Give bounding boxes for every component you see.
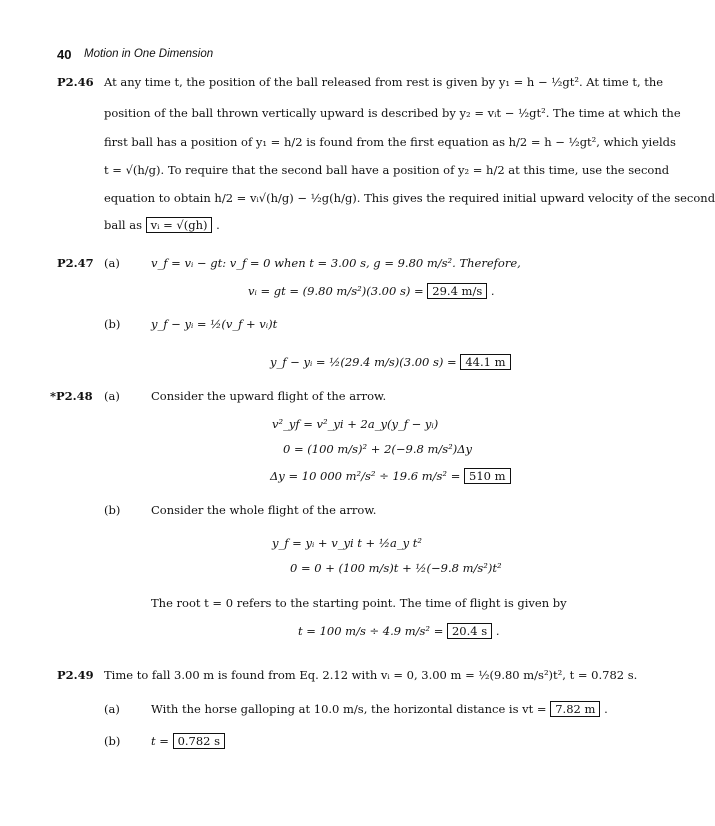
problem-id-p2-48: *P2.48 — [50, 389, 93, 403]
p248-a-eq-3-row — [270, 470, 511, 484]
p246-line-6: ball as vᵢ = √(gh) . — [104, 218, 220, 232]
p246-line-4: t = √(h/g). To require that the second ball have a position of y₂ = h/2 at this time, use the second — [104, 163, 670, 177]
p249-text: Time to fall 3.00 m is found from Eq. 2.12 with vᵢ = 0, 3.00 m = ½(9.80 m/s²)t², t = 0.782 s. — [104, 668, 638, 682]
p249-a-row: With the horse galloping at 10.0 m/s, the horizontal distance is vt = 7.82 m . — [151, 702, 608, 716]
p248-b-equation: t = 100 m/s ÷ 4.9 m/s² = — [298, 624, 444, 638]
p247-b-label: (b) — [104, 317, 121, 331]
p249-b-text: t = — [151, 734, 169, 748]
p247-a-equation: vᵢ = gt = (9.80 m/s²)(3.00 s) = — [248, 284, 424, 298]
p249-b-answer: 0.782 s — [173, 733, 225, 749]
p249-b-row — [151, 735, 225, 749]
p248-b-answer: 20.4 s — [447, 623, 492, 639]
p247-b-equation-row — [270, 356, 511, 370]
p249-a-label: (a) — [104, 702, 120, 716]
page-number: 40 — [57, 47, 72, 62]
p247-a-label: (a) — [104, 256, 120, 270]
p247-b-text: y_f − yᵢ = ½(v_f + vᵢ)t — [151, 317, 278, 331]
p246-line-1: At any time t, the position of the ball released from rest is given by y₁ = h − ½gt². At time t, the — [104, 75, 664, 89]
p246-line-5: equation to obtain h/2 = vᵢ√(h/g) − ½g(h/g). This gives the required initial upward velocity of the second — [104, 191, 715, 205]
p247-a-equation-row: vᵢ = gt = (9.80 m/s²)(3.00 s) = 29.4 m/s . — [248, 284, 495, 298]
p247-b-equation: y_f − yᵢ = ½(29.4 m/s)(3.00 s) = — [270, 355, 457, 369]
p248-a-label: (a) — [104, 389, 120, 403]
p247-a-answer: 29.4 m/s — [427, 283, 487, 299]
p248-b-note: The root t = 0 refers to the starting point. The time of flight is given by — [151, 596, 567, 610]
p246-line-2: position of the ball thrown vertically upward is described by y₂ = vᵢt − ½gt². The time at which the — [104, 106, 681, 120]
p248-b-text: Consider the whole flight of the arrow. — [151, 503, 377, 517]
p247-a-text: v_f = vᵢ − gt: v_f = 0 when t = 3.00 s, g = 9.80 m/s². Therefore, — [151, 256, 521, 270]
p246-line-3: first ball has a position of y₁ = h/2 is found from the first equation as h/2 = h − ½gt², which yields — [104, 135, 676, 149]
p248-b-label: (b) — [104, 503, 121, 517]
p248-a-answer: 510 m — [464, 468, 511, 484]
p248-b-eq-1: y_f = yᵢ + v_yi t + ½a_y t² — [272, 536, 422, 550]
p248-b-eq-2: 0 = 0 + (100 m/s)t + ½(−9.8 m/s²)t² — [290, 561, 502, 575]
p246-answer: vᵢ = √(gh) — [146, 217, 213, 233]
chapter-title: Motion in One Dimension — [84, 48, 214, 60]
p249-a-answer: 7.82 m — [550, 701, 600, 717]
p248-a-eq-1: v²_yf = v²_yi + 2a_y(y_f − yᵢ) — [272, 417, 439, 431]
p249-a-text: With the horse galloping at 10.0 m/s, the horizontal distance is vt = — [151, 702, 547, 716]
problem-id-p2-47: P2.47 — [57, 256, 94, 270]
p249-b-label: (b) — [104, 734, 121, 748]
p247-b-answer: 44.1 m — [460, 354, 510, 370]
p248-b-equation-row: t = 100 m/s ÷ 4.9 m/s² = 20.4 s . — [298, 624, 500, 638]
p248-a-text: Consider the upward flight of the arrow. — [151, 389, 387, 403]
p248-a-eq-3: Δy = 10 000 m²/s² ÷ 19.6 m/s² = — [270, 469, 461, 483]
problem-id-p2-46: P2.46 — [57, 75, 94, 89]
problem-id-p2-49: P2.49 — [57, 668, 94, 682]
p246-line-6-text: ball as — [104, 218, 142, 232]
p248-a-eq-2: 0 = (100 m/s)² + 2(−9.8 m/s²)Δy — [283, 442, 473, 456]
